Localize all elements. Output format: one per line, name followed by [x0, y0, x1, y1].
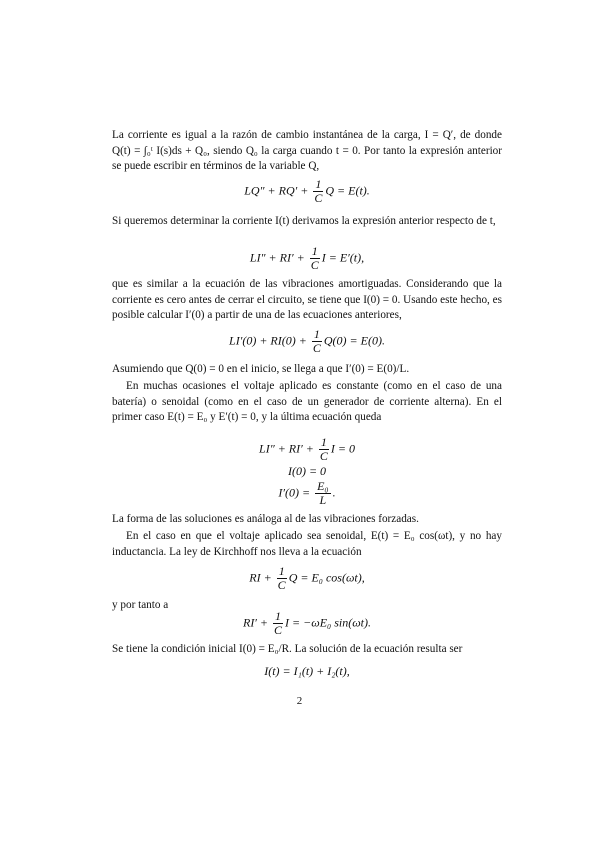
- equation-derivative: RI′ + $\frac{1}{C}$ I = −ωE₀ sin(ωt).: [242, 609, 372, 637]
- fraction: $\frac{1}{C}$: [312, 327, 321, 355]
- paragraph-condicion: Se tiene la condición inicial I(0) = E₀/R. La solución de la ecuación resulta ser: [112, 643, 463, 655]
- equation-charge: LQ″ + RQ′ + $\frac{1}{C}$ Q = E(t).: [244, 177, 370, 205]
- fraction: $\frac{1}{C}$: [310, 244, 319, 272]
- paragraph-forzadas: La forma de las soluciones es análoga al de las vibraciones forzadas.: [112, 513, 419, 525]
- page-number: 2: [296, 695, 303, 707]
- paragraph-por-tanto: y por tanto a: [112, 599, 169, 611]
- fraction: $\frac{1}{C}$: [314, 177, 323, 205]
- paragraph-derivada: Si queremos determinar la corriente I(t) derivamos la expresión anterior respecto de t,: [112, 215, 496, 227]
- fraction: $\frac{\text{E₀}}{L}$: [317, 479, 329, 507]
- fraction: $\frac{1}{C}$: [277, 564, 286, 592]
- paragraph-senoidal: En el caso en que el voltaje aplicado sea senoidal, E(t) = E₀ cos(ωt), y no hay inductancia. La ley de Kirchhoff nos lleva a la ecuación: [112, 530, 502, 558]
- equation-system-line3: I′(0) = $\frac{\text{E₀}}{L}$ .: [278, 479, 336, 507]
- paragraph-voltaje: En muchas ocasiones el voltaje aplicado es constante (como en el caso de una batería) o senoidal (como en el caso de un generador de corriente alterna). En el primer caso E(t) = E₀ y E′(t) = 0, y la última ecuación queda: [112, 380, 502, 423]
- equation-system-line1: LI″ + RI′ + $\frac{1}{C}$ I = 0: [259, 435, 355, 463]
- paragraph-asumiendo: Asumiendo que Q(0) = 0 en el inicio, se llega a que I′(0) = E(0)/L.: [112, 363, 410, 375]
- fraction: $\frac{1}{C}$: [319, 435, 328, 463]
- equation-solution: I(t) = I₁(t) + I₂(t),: [264, 664, 350, 678]
- equation-current: LI″ + RI′ + $\frac{1}{C}$ I = E′(t),: [249, 244, 365, 272]
- equation-initial: LI′(0) + RI(0) + $\frac{1}{C}$ Q(0) = E(0).: [229, 327, 385, 355]
- paragraph-amortiguadas: que es similar a la ecuación de las vibraciones amortiguadas. Considerando que la corriente es cero antes de cerrar el circuito, se tiene que I(0) = 0. Usando este hecho, es posible calcular I′(0) a partir de una de las ecuaciones anteriores,: [112, 278, 502, 321]
- fraction: $\frac{1}{C}$: [274, 609, 283, 637]
- equation-system-line2: I(0) = 0: [287, 464, 327, 478]
- equation-kirchhoff: RI + $\frac{1}{C}$ Q = E₀ cos(ωt),: [249, 564, 365, 592]
- paragraph-corriente: La corriente es igual a la razón de cambio instantánea de la carga, I = Q′, de donde Q(t) = ∫₀ᵗ I(s)ds + Q₀, siendo Q₀ la carga cuando t = 0. Por tanto la expresión anterior se puede escribir en términos de la variable Q,: [112, 129, 502, 172]
